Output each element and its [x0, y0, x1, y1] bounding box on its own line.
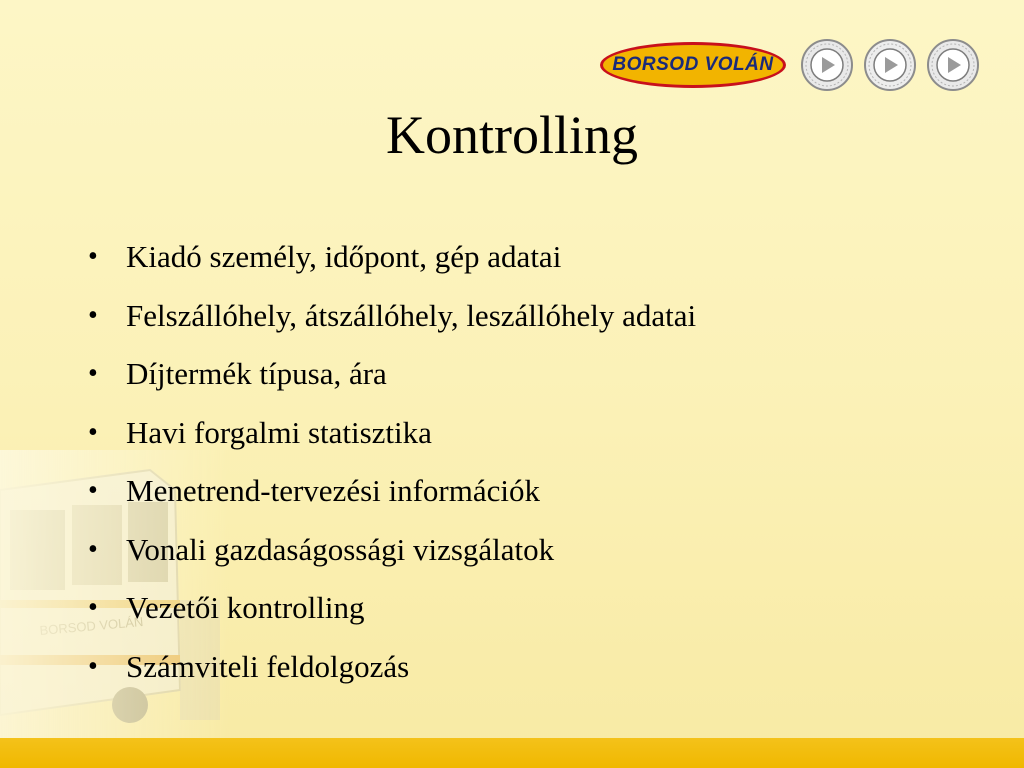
bullet-text: Havi forgalmi statisztika [126, 414, 432, 450]
bullet-dot: • [88, 416, 98, 448]
bullet-text: Felszállóhely, átszállóhely, leszállóhely adatai [126, 297, 697, 333]
bullet-item [86, 345, 966, 404]
bullet-item [86, 462, 966, 521]
bullet-dot: • [88, 592, 98, 623]
bullet-text: Vezetői kontrolling [126, 590, 365, 625]
certification-seal-icon [863, 38, 917, 92]
certification-seal-icon [800, 38, 854, 92]
bullet-dot: • [88, 358, 98, 389]
bullet-text: Díjtermék típusa, ára [126, 356, 387, 391]
certification-seals [800, 38, 985, 94]
bullet-item [86, 228, 966, 287]
bullet-text: Vonali gazdaságossági vizsgálatok [126, 531, 555, 567]
bullet-dot: • [88, 241, 98, 272]
bullet-item [86, 521, 966, 580]
bullet-dot: • [88, 533, 98, 565]
bullet-dot: • [88, 475, 98, 506]
bullet-dot: • [88, 299, 98, 331]
bottom-accent-bar [0, 738, 1024, 768]
bullet-item [86, 638, 966, 697]
bullet-item [86, 287, 966, 346]
bullet-text: Számviteli feldolgozás [126, 648, 410, 684]
bullet-text: Menetrend-tervezési információk [126, 473, 541, 508]
bullet-text: Kiadó személy, időpont, gép adatai [126, 239, 562, 274]
company-logo [600, 42, 790, 92]
slide-title: Kontrolling [386, 105, 638, 165]
bullet-dot: • [88, 650, 98, 682]
logo-text: BORSOD VOLÁN [612, 54, 774, 75]
bullet-item [86, 404, 966, 463]
bullet-item [86, 579, 966, 638]
certification-seal-icon [926, 38, 980, 92]
bullet-list [86, 228, 966, 696]
